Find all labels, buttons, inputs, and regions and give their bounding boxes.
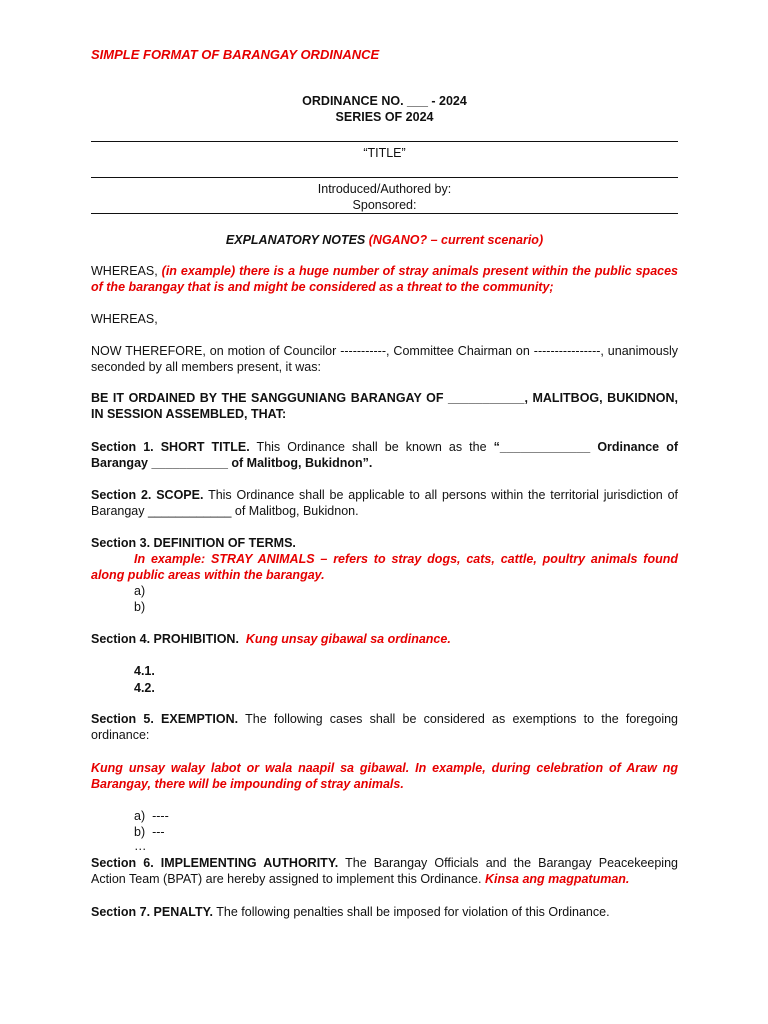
section-5-item-b-value: --- <box>152 825 165 839</box>
whereas-example-text: there is a huge number of stray animals present within the public spaces of the barangay that is and might be considered as a threat to the community; <box>91 264 678 294</box>
introduced-by: Introduced/Authored by: <box>317 182 452 196</box>
section-7-text: The following penalties shall be imposed for violation of this Ordinance. <box>213 905 610 919</box>
section-4 <box>91 631 678 647</box>
section-5-item-b-label: b) <box>134 825 146 839</box>
section-3-item-a: a) <box>134 584 146 598</box>
ordained-clause: BE IT ORDAINED BY THE SANGGUNIANG BARANGAY OF ___________, MALITBOG, BUKIDNON, IN SESSION ASSEMBLED, THAT: <box>91 391 678 421</box>
section-3-item-b: b) <box>134 600 146 614</box>
section-3-example: In example: STRAY ANIMALS – refers to stray dogs, cats, cattle, poultry animals found along public areas within the barangay. <box>91 552 678 582</box>
explanatory-label: EXPLANATORY NOTES <box>225 233 366 247</box>
section-6-note: Kinsa ang magpatuman. <box>484 872 630 886</box>
section-7 <box>91 904 678 920</box>
now-therefore-clause: NOW THEREFORE, on motion of Councilor -----------, Committee Chairman on ----------------, unanimously seconded by all members present, it was: <box>91 344 678 374</box>
section-5-ellipsis: … <box>134 839 147 853</box>
section-2-heading: Section 2. SCOPE. <box>91 488 204 502</box>
section-4-item-1: 4.1. <box>134 664 155 678</box>
section-6 <box>91 855 678 887</box>
section-7-heading: Section 7. PENALTY. <box>91 905 214 919</box>
section-5-item-a <box>134 808 169 824</box>
ordinance-number: ORDINANCE NO. ___ - 2024 <box>302 94 467 108</box>
section-5-item-a-value: ---- <box>152 809 169 823</box>
ordinance-title: “TITLE” <box>363 146 406 160</box>
sponsored: Sponsored: <box>352 198 417 212</box>
section-1-heading: Section 1. SHORT TITLE. <box>91 440 250 454</box>
section-6-heading: Section 6. IMPLEMENTING AUTHORITY. <box>91 856 339 870</box>
section-2 <box>91 487 678 519</box>
series-line: SERIES OF 2024 <box>335 110 434 124</box>
section-4-note: Kung unsay gibawal sa ordinance. <box>245 632 451 646</box>
section-5-example: Kung unsay walay labot or wala naapil sa gibawal. In example, during celebration of Araw ng Barangay, there will be impounding of stray animals. <box>91 761 678 791</box>
divider-bottom <box>91 213 678 214</box>
whereas-lead: WHEREAS, <box>91 264 162 278</box>
section-1 <box>91 439 678 471</box>
section-3-heading: Section 3. DEFINITION OF TERMS. <box>91 536 296 550</box>
explanatory-note: (NGANO? – current scenario) <box>368 233 544 247</box>
section-1-short-title: “_____________ Ordinance of Barangay ___________ of Malitbog, Bukidnon”. <box>91 440 678 470</box>
whereas-example-label: (in example) <box>161 264 236 278</box>
section-5-item-a-label: a) <box>134 809 146 823</box>
explanatory-notes <box>91 232 678 248</box>
section-5 <box>91 711 678 743</box>
section-2-text: This Ordinance shall be applicable to all persons within the territorial jurisdiction of Barangay ____________ of Malitbog, Bukidnon. <box>91 488 678 518</box>
section-4-item-2: 4.2. <box>134 681 155 695</box>
whereas-clause-2: WHEREAS, <box>91 312 158 326</box>
section-6-text: The Barangay Officials and the Barangay Peacekeeping Action Team (BPAT) are hereby assigned to implement this Ordinance. <box>91 856 678 886</box>
whereas-clause-1 <box>91 263 678 295</box>
header-note: SIMPLE FORMAT OF BARANGAY ORDINANCE <box>91 47 380 62</box>
section-1-text: This Ordinance shall be known as the <box>249 440 494 454</box>
divider-middle <box>91 177 678 178</box>
section-5-text: The following cases shall be considered as exemptions to the foregoing ordinance: <box>91 712 678 742</box>
section-4-heading: Section 4. PROHIBITION. <box>91 632 239 646</box>
section-5-heading: Section 5. EXEMPTION. <box>91 712 239 726</box>
divider-top <box>91 141 678 142</box>
